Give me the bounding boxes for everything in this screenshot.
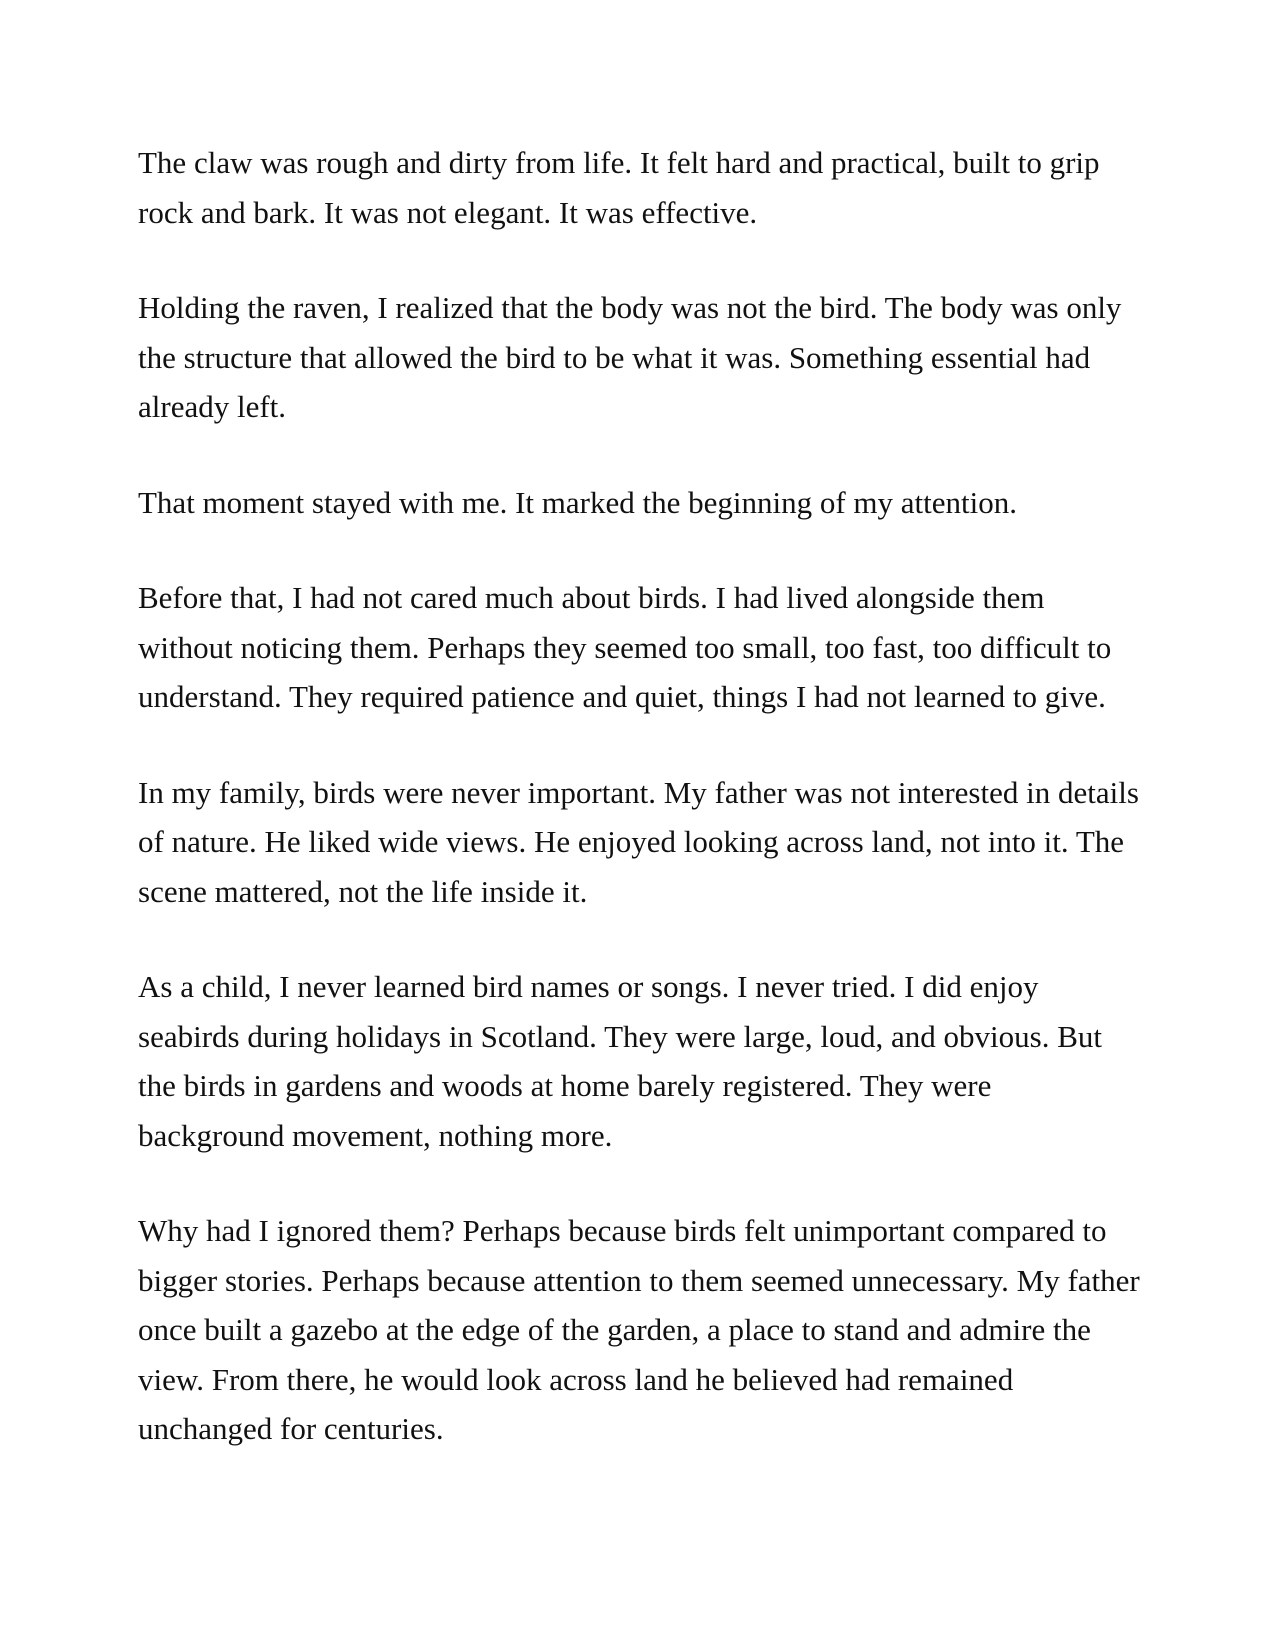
- paragraph: The claw was rough and dirty from life. It felt hard and practical, built to grip rock and bark. It was not elegant. It was effective.: [138, 145, 1100, 230]
- paragraph: Holding the raven, I realized that the body was not the bird. The body was only the structure that allowed the bird to be what it was. Something essential had already left.: [138, 290, 1122, 424]
- paragraph: That moment stayed with me. It marked the beginning of my attention.: [138, 484, 1017, 520]
- body-text: [138, 138, 1143, 1500]
- paragraph: In my family, birds were never important. My father was not interested in details of nature. He liked wide views. He enjoyed looking across land, not into it. The scene mattered, not the life inside it.: [138, 774, 1139, 909]
- paragraph: As a child, I never learned bird names or songs. I never tried. I did enjoy seabirds during holidays in Scotland. They were large, loud, and obvious. But the birds in gardens and woods at home barely registered. They were background movement, nothing more.: [138, 969, 1103, 1153]
- paragraph: Why had I ignored them? Perhaps because birds felt unimportant compared to bigger stories. Perhaps because attention to them seemed unnecessary. My father once built a gazebo at the edge of the garden, a place to stand and admire the view. From there, he would look across land he believed had remained unchanged for centuries.: [138, 1213, 1140, 1446]
- paragraph: Before that, I had not cared much about birds. I had lived alongside them without noticing them. Perhaps they seemed too small, too fast, too difficult to understand. They required patience and quiet, things I had not learned to give.: [138, 580, 1112, 714]
